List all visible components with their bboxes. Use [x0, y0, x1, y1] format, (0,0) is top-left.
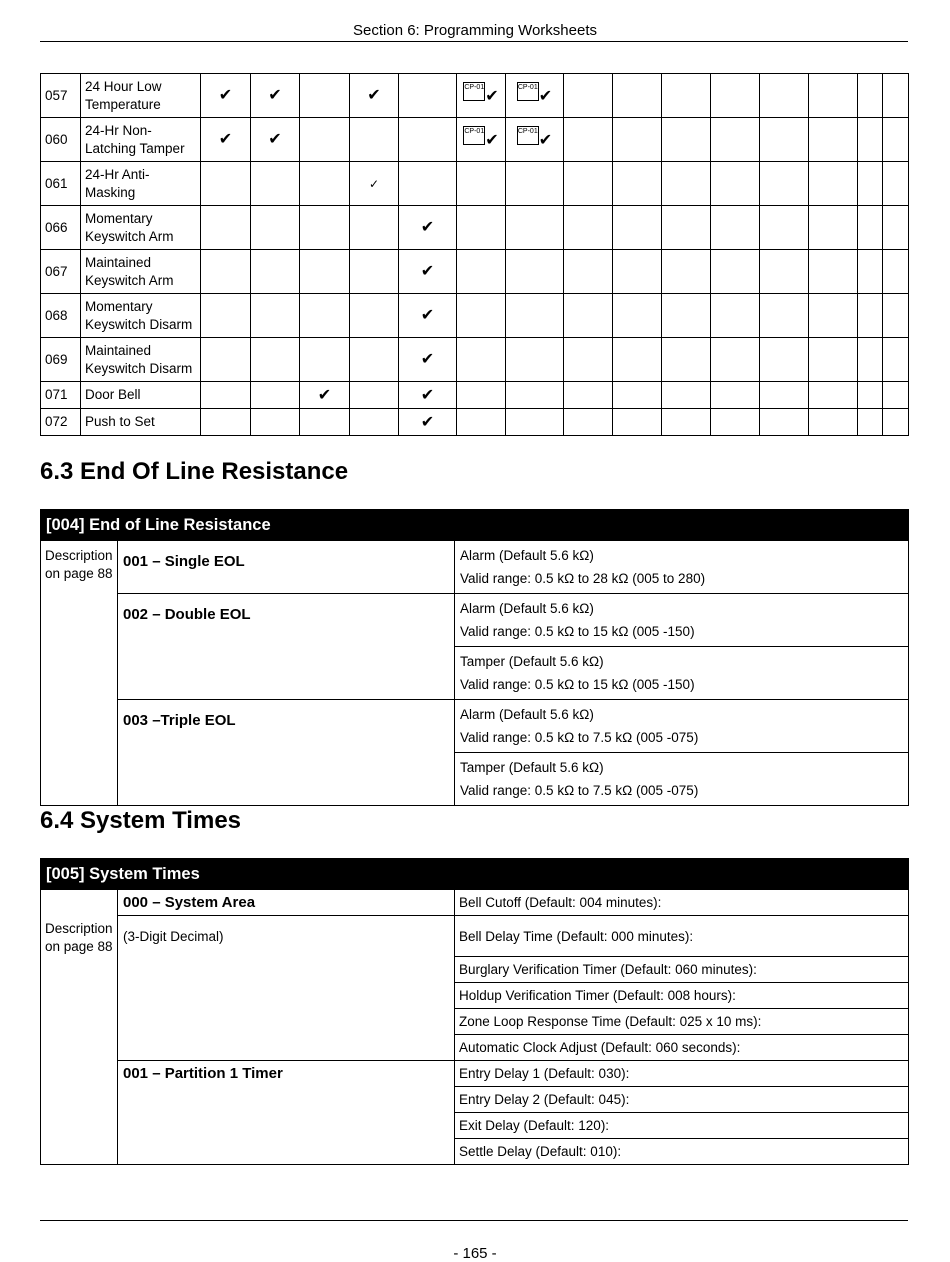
attribute-cell[interactable] — [300, 409, 350, 436]
attribute-cell[interactable] — [506, 74, 564, 118]
attribute-cell[interactable] — [858, 294, 883, 338]
double-tamper-field[interactable] — [455, 647, 909, 700]
system-times-worksheet — [40, 858, 909, 1165]
zone-row — [41, 118, 909, 162]
zone-code: 060 — [41, 118, 81, 162]
zone-name-line: Latching Tamper — [85, 140, 185, 156]
attribute-cell[interactable] — [809, 382, 858, 409]
attribute-cell[interactable] — [662, 206, 711, 250]
checkmark-icon: ✔ — [268, 129, 282, 148]
page-number: - 165 - — [453, 1245, 497, 1262]
checkmark-icon: ✔ — [367, 85, 381, 104]
zone-loop-response-field[interactable]: Zone Loop Response Time (Default: 025 x 10 ms): — [455, 1009, 909, 1035]
attribute-cell[interactable] — [858, 338, 883, 382]
attribute-cell[interactable] — [858, 74, 883, 118]
triple-tamper-field[interactable] — [455, 753, 909, 806]
cp01-mark — [517, 130, 552, 149]
attribute-cell[interactable] — [457, 409, 506, 436]
zone-code: 071 — [41, 382, 81, 409]
holdup-verification-field[interactable]: Holdup Verification Timer (Default: 008 hours): — [455, 983, 909, 1009]
zone-row — [41, 294, 909, 338]
attribute-cell[interactable] — [350, 118, 399, 162]
double-tamper-range: Valid range: 0.5 kΩ to 15 kΩ (005 -150) — [460, 677, 695, 692]
checkmark-icon: ✔ — [420, 305, 435, 324]
attribute-cell[interactable] — [506, 294, 564, 338]
attribute-cell[interactable] — [760, 338, 809, 382]
checkmark-icon: ✓ — [368, 176, 380, 191]
burglary-verification-field[interactable]: Burglary Verification Timer (Default: 060 minutes): — [455, 957, 909, 983]
attribute-cell[interactable] — [858, 409, 883, 436]
attribute-cell[interactable] — [506, 338, 564, 382]
attribute-cell[interactable] — [883, 162, 909, 206]
attribute-cell[interactable] — [350, 382, 399, 409]
attribute-cell[interactable] — [350, 338, 399, 382]
attribute-cell[interactable] — [300, 382, 350, 409]
attribute-cell[interactable] — [251, 74, 300, 118]
attribute-cell[interactable] — [883, 382, 909, 409]
zone-name — [81, 338, 201, 382]
attribute-cell[interactable] — [564, 206, 613, 250]
cp01-box-icon — [463, 82, 485, 101]
partition-timer-label — [118, 1061, 455, 1165]
checkmark-icon: ✔ — [538, 129, 553, 149]
attribute-cell[interactable] — [300, 250, 350, 294]
attribute-cell[interactable] — [201, 382, 251, 409]
attribute-cell[interactable] — [662, 118, 711, 162]
attribute-cell[interactable] — [883, 206, 909, 250]
attribute-cell[interactable] — [300, 338, 350, 382]
zone-name-line: Momentary — [85, 210, 153, 226]
zone-name-line: Keyswitch Arm — [85, 228, 174, 244]
attribute-cell[interactable] — [760, 294, 809, 338]
zone-name — [81, 118, 201, 162]
attribute-cell[interactable] — [399, 382, 457, 409]
system-times-description-ref — [41, 890, 118, 1165]
zone-name-line: Maintained — [85, 342, 152, 358]
attribute-cell[interactable] — [613, 294, 662, 338]
attribute-cell[interactable] — [809, 118, 858, 162]
zone-name — [81, 409, 201, 436]
triple-eol-label — [118, 700, 455, 806]
attribute-cell[interactable] — [613, 382, 662, 409]
attribute-cell[interactable] — [300, 118, 350, 162]
checkmark-icon: ✔ — [485, 85, 499, 105]
attribute-cell[interactable] — [350, 74, 399, 118]
attribute-cell[interactable] — [457, 338, 506, 382]
attribute-cell[interactable] — [350, 294, 399, 338]
bell-delay-field[interactable]: Bell Delay Time (Default: 000 minutes): — [455, 916, 909, 957]
cp01-box-icon — [517, 82, 539, 101]
zone-row — [41, 162, 909, 206]
attribute-cell[interactable] — [564, 409, 613, 436]
zone-definition-table — [40, 73, 909, 436]
header-rule — [40, 41, 908, 42]
attribute-cell[interactable] — [251, 294, 300, 338]
running-head: Section 6: Programming Worksheets — [353, 22, 597, 39]
eol-section-heading: 6.3 End Of Line Resistance — [40, 458, 349, 485]
double-eol-label — [118, 594, 455, 700]
triple-tamper-default: Tamper (Default 5.6 kΩ) — [460, 760, 604, 775]
attribute-cell[interactable] — [201, 206, 251, 250]
attribute-cell[interactable] — [564, 382, 613, 409]
attribute-cell[interactable] — [399, 206, 457, 250]
attribute-cell[interactable] — [457, 382, 506, 409]
attribute-cell[interactable] — [711, 382, 760, 409]
attribute-cell[interactable] — [399, 294, 457, 338]
attribute-cell[interactable] — [858, 250, 883, 294]
cp01-label: CP-01 — [517, 84, 538, 91]
cp01-box-icon — [463, 126, 485, 145]
attribute-cell[interactable] — [251, 206, 300, 250]
zone-code: 072 — [41, 409, 81, 436]
attribute-cell[interactable] — [760, 74, 809, 118]
attribute-cell[interactable] — [399, 409, 457, 436]
attribute-cell[interactable] — [457, 250, 506, 294]
attribute-cell[interactable] — [809, 409, 858, 436]
system-area-note: (3-Digit Decimal) — [118, 916, 455, 1061]
zone-name-line: Push to Set — [85, 414, 155, 429]
triple-alarm-default: Alarm (Default 5.6 kΩ) — [460, 707, 594, 722]
double-alarm-default: Alarm (Default 5.6 kΩ) — [460, 601, 594, 616]
system-area-label — [118, 890, 455, 916]
attribute-cell[interactable] — [760, 118, 809, 162]
single-eol-field[interactable] — [455, 541, 909, 594]
attribute-cell[interactable] — [399, 250, 457, 294]
zone-row — [41, 409, 909, 436]
zone-code: 061 — [41, 162, 81, 206]
attribute-cell[interactable] — [711, 118, 760, 162]
attribute-cell[interactable] — [858, 382, 883, 409]
attribute-cell[interactable] — [506, 409, 564, 436]
attribute-cell[interactable] — [201, 409, 251, 436]
zone-name-line: Door Bell — [85, 387, 141, 402]
eol-worksheet — [40, 509, 909, 806]
double-alarm-range: Valid range: 0.5 kΩ to 15 kΩ (005 -150) — [460, 624, 695, 639]
zone-code: 069 — [41, 338, 81, 382]
attribute-cell[interactable] — [350, 206, 399, 250]
attribute-cell[interactable] — [662, 74, 711, 118]
checkmark-icon: ✔ — [485, 129, 499, 149]
entry-delay-1-field[interactable]: Entry Delay 1 (Default: 030): — [455, 1061, 909, 1087]
entry-delay-2-field[interactable]: Entry Delay 2 (Default: 045): — [455, 1087, 909, 1113]
zone-name-line: Keyswitch Disarm — [85, 316, 193, 332]
system-times-title-bar: [005] System Times — [41, 859, 909, 890]
triple-tamper-range: Valid range: 0.5 kΩ to 7.5 kΩ (005 -075) — [460, 783, 699, 798]
checkmark-icon: ✔ — [420, 261, 435, 280]
attribute-cell[interactable] — [809, 206, 858, 250]
attribute-cell[interactable] — [251, 118, 300, 162]
desc-line-1: Description — [45, 921, 113, 936]
desc-line-2: on page 88 — [45, 939, 113, 954]
attribute-cell[interactable] — [662, 338, 711, 382]
attribute-cell[interactable] — [564, 250, 613, 294]
single-alarm-range: Valid range: 0.5 kΩ to 28 kΩ (005 to 280) — [460, 571, 706, 586]
checkmark-icon: ✔ — [317, 384, 332, 404]
settle-delay-field[interactable]: Settle Delay (Default: 010): — [455, 1139, 909, 1165]
attribute-cell[interactable] — [201, 338, 251, 382]
attribute-cell[interactable] — [662, 294, 711, 338]
zone-name — [81, 206, 201, 250]
checkmark-icon: ✔ — [218, 129, 233, 148]
attribute-cell[interactable] — [883, 74, 909, 118]
cp01-label: CP-01 — [517, 128, 538, 135]
cp01-box-icon — [517, 126, 539, 145]
attribute-cell[interactable] — [457, 162, 506, 206]
attribute-cell[interactable] — [613, 162, 662, 206]
zone-code: 057 — [41, 74, 81, 118]
attribute-cell[interactable] — [300, 74, 350, 118]
zone-name-line: Keyswitch Disarm — [85, 360, 193, 376]
zone-name — [81, 74, 201, 118]
attribute-cell[interactable] — [613, 409, 662, 436]
triple-alarm-field[interactable] — [455, 700, 909, 753]
zone-name-line: Momentary — [85, 298, 153, 314]
attribute-cell[interactable] — [564, 338, 613, 382]
footer-rule — [40, 1220, 908, 1221]
single-eol-text: 001 – Single EOL — [123, 553, 245, 570]
zone-name — [81, 294, 201, 338]
attribute-cell[interactable] — [711, 338, 760, 382]
attribute-cell[interactable] — [251, 250, 300, 294]
zone-name-line: 24-Hr Non- — [85, 122, 152, 138]
attribute-cell[interactable] — [399, 162, 457, 206]
attribute-cell[interactable] — [662, 382, 711, 409]
attribute-cell[interactable] — [251, 338, 300, 382]
attribute-cell[interactable] — [251, 382, 300, 409]
attribute-cell[interactable] — [760, 206, 809, 250]
attribute-cell[interactable] — [251, 409, 300, 436]
attribute-cell[interactable] — [760, 162, 809, 206]
attribute-cell[interactable] — [809, 162, 858, 206]
zone-row — [41, 206, 909, 250]
single-alarm-default: Alarm (Default 5.6 kΩ) — [460, 548, 594, 563]
attribute-cell[interactable] — [300, 294, 350, 338]
attribute-cell[interactable] — [506, 250, 564, 294]
attribute-cell[interactable] — [883, 250, 909, 294]
zone-name-line: 24 Hour Low — [85, 78, 162, 94]
zone-name — [81, 162, 201, 206]
system-times-heading: 6.4 System Times — [40, 807, 242, 834]
desc-line-2: on page 88 — [45, 566, 113, 581]
attribute-cell[interactable] — [300, 206, 350, 250]
attribute-cell[interactable] — [399, 118, 457, 162]
attribute-cell[interactable] — [613, 74, 662, 118]
attribute-cell[interactable] — [399, 74, 457, 118]
zone-code: 067 — [41, 250, 81, 294]
desc-line-1: Description — [45, 548, 113, 563]
checkmark-icon: ✔ — [420, 411, 435, 431]
zone-row — [41, 250, 909, 294]
attribute-cell[interactable] — [350, 409, 399, 436]
attribute-cell[interactable] — [760, 409, 809, 436]
cp01-mark — [463, 130, 498, 149]
eol-title-bar: [004] End of Line Resistance — [41, 510, 909, 541]
attribute-cell[interactable] — [251, 162, 300, 206]
single-eol-label — [118, 541, 455, 594]
zone-name-line: 24-Hr Anti- — [85, 166, 150, 182]
attribute-cell[interactable] — [858, 206, 883, 250]
attribute-cell[interactable] — [883, 409, 909, 436]
cp01-mark — [517, 86, 552, 105]
zone-name-line: Temperature — [85, 96, 161, 112]
attribute-cell[interactable] — [858, 118, 883, 162]
attribute-cell[interactable] — [858, 162, 883, 206]
zone-name — [81, 382, 201, 409]
double-tamper-default: Tamper (Default 5.6 kΩ) — [460, 654, 604, 669]
zone-row — [41, 74, 909, 118]
double-alarm-field[interactable] — [455, 594, 909, 647]
clock-adjust-field[interactable]: Automatic Clock Adjust (Default: 060 seconds): — [455, 1035, 909, 1061]
zone-row — [41, 338, 909, 382]
attribute-cell[interactable] — [201, 118, 251, 162]
eol-description-ref — [41, 541, 118, 806]
zone-name-line: Maintained — [85, 254, 152, 270]
attribute-cell[interactable] — [809, 74, 858, 118]
zone-name-line: Masking — [85, 184, 136, 200]
attribute-cell[interactable] — [506, 382, 564, 409]
attribute-cell[interactable] — [506, 162, 564, 206]
attribute-cell[interactable] — [613, 338, 662, 382]
attribute-cell[interactable] — [883, 338, 909, 382]
checkmark-icon: ✔ — [420, 384, 435, 404]
attribute-cell[interactable] — [564, 118, 613, 162]
attribute-cell[interactable] — [760, 382, 809, 409]
attribute-cell[interactable] — [809, 250, 858, 294]
zone-row — [41, 382, 909, 409]
attribute-cell[interactable] — [809, 338, 858, 382]
cp01-mark — [463, 86, 498, 105]
attribute-cell[interactable] — [506, 118, 564, 162]
attribute-cell[interactable] — [399, 338, 457, 382]
checkmark-icon: ✔ — [538, 85, 553, 105]
attribute-cell[interactable] — [201, 294, 251, 338]
attribute-cell[interactable] — [711, 206, 760, 250]
attribute-cell[interactable] — [457, 294, 506, 338]
partition-timer-text: 001 – Partition 1 Timer — [123, 1065, 283, 1082]
checkmark-icon: ✔ — [420, 217, 435, 236]
triple-eol-text: 003 –Triple EOL — [123, 712, 236, 729]
attribute-cell[interactable] — [809, 294, 858, 338]
attribute-cell[interactable] — [662, 409, 711, 436]
zone-code: 066 — [41, 206, 81, 250]
attribute-cell[interactable] — [760, 250, 809, 294]
attribute-cell[interactable] — [711, 162, 760, 206]
exit-delay-field[interactable]: Exit Delay (Default: 120): — [455, 1113, 909, 1139]
attribute-cell[interactable] — [564, 294, 613, 338]
attribute-cell[interactable] — [457, 206, 506, 250]
attribute-cell[interactable] — [564, 74, 613, 118]
zone-name-line: Keyswitch Arm — [85, 272, 174, 288]
checkmark-icon: ✔ — [218, 85, 233, 104]
attribute-cell[interactable] — [201, 74, 251, 118]
checkmark-icon: ✔ — [420, 349, 435, 368]
attribute-cell[interactable] — [613, 250, 662, 294]
system-area-text: 000 – System Area — [123, 894, 256, 911]
attribute-cell[interactable] — [564, 162, 613, 206]
attribute-cell[interactable] — [350, 162, 399, 206]
triple-alarm-range: Valid range: 0.5 kΩ to 7.5 kΩ (005 -075) — [460, 730, 699, 745]
attribute-cell[interactable] — [350, 250, 399, 294]
attribute-cell[interactable] — [300, 162, 350, 206]
double-eol-text: 002 – Double EOL — [123, 606, 251, 623]
attribute-cell[interactable] — [883, 118, 909, 162]
bell-cutoff-field[interactable]: Bell Cutoff (Default: 004 minutes): — [455, 890, 909, 916]
attribute-cell[interactable] — [457, 74, 506, 118]
cp01-label: CP-01 — [464, 84, 485, 91]
zone-code: 068 — [41, 294, 81, 338]
attribute-cell[interactable] — [613, 118, 662, 162]
zone-name — [81, 250, 201, 294]
attribute-cell[interactable] — [711, 250, 760, 294]
attribute-cell[interactable] — [662, 250, 711, 294]
attribute-cell[interactable] — [201, 250, 251, 294]
attribute-cell[interactable] — [711, 294, 760, 338]
attribute-cell[interactable] — [711, 74, 760, 118]
attribute-cell[interactable] — [201, 162, 251, 206]
attribute-cell[interactable] — [662, 162, 711, 206]
cp01-label: CP-01 — [464, 128, 485, 135]
attribute-cell[interactable] — [457, 118, 506, 162]
attribute-cell[interactable] — [613, 206, 662, 250]
attribute-cell[interactable] — [883, 294, 909, 338]
attribute-cell[interactable] — [506, 206, 564, 250]
checkmark-icon: ✔ — [268, 85, 282, 104]
attribute-cell[interactable] — [711, 409, 760, 436]
